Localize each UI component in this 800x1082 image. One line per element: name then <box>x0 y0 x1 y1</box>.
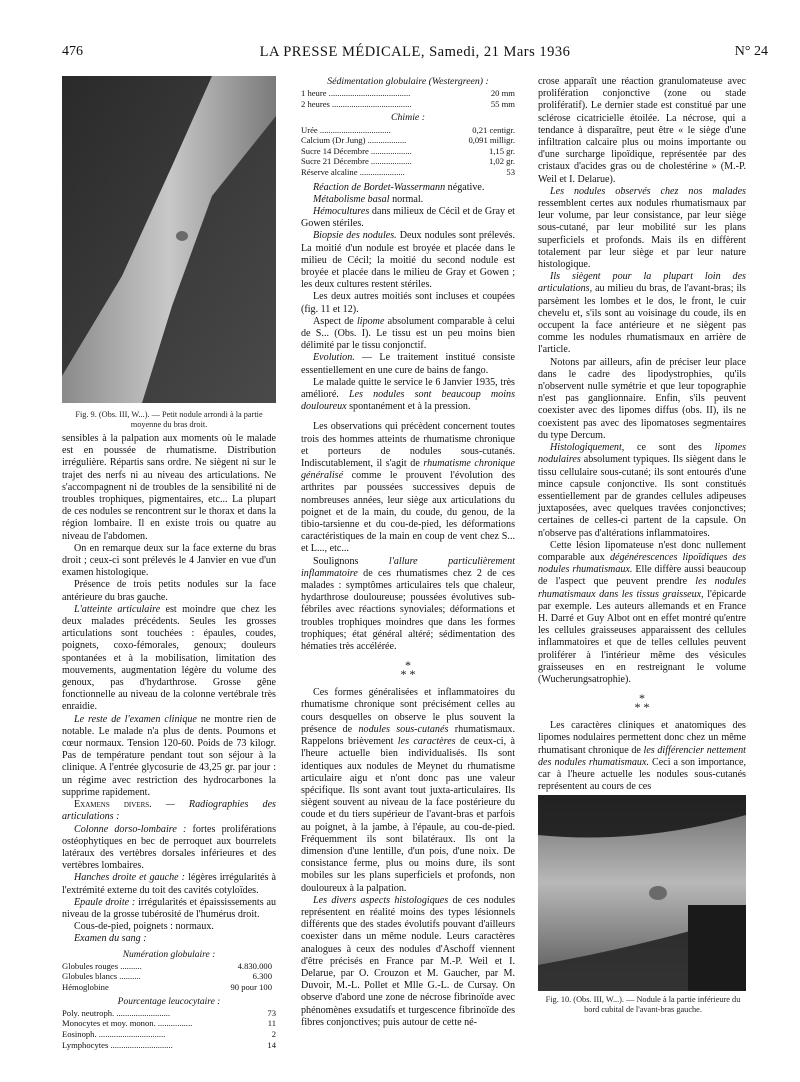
paragraph: Biopsie des nodules. Deux nodules sont prélevés. La moitié d'un nodule est broyée et placée dans le milieu de Cécil; la moitié du second nodule est broyée et placée dans le milieu de Gray et Gowen ; les deux cultures restent stériles. <box>301 230 515 291</box>
paragraph: Les divers aspects histologiques de ces nodules représentent en réalité moins des types lésionnels différents que des stades évolutifs pouvant d'ailleurs coexister dans un même nodule. Leurs caractères analogues à ceux des nodules d'Aschoff viennent d'être précisés en France par M.-P. Weil et I. Delarue, par O. Crouzon et M. Gaucher, par M. Duvoir, M.-L. Pollet et Mlle G.-L. de Cursay. On observe d'abord une zone de nécrose fibrinoïde avec phénomènes exsudatifs et turgescence fibrinoïde des fibres conjonctives; puis autour de cette né- <box>301 894 516 1028</box>
paragraph: Examens divers. — Radiographies des articulations : <box>62 799 276 823</box>
paragraph: Aspect de lipome absolument comparable à celui de S... (Obs. I). Le tissu est un peu moins bien délimité par le tissu conjonctif. <box>301 315 515 352</box>
page-header <box>62 44 768 68</box>
pourcentage-table <box>62 1008 276 1050</box>
nodule-mark <box>649 886 667 900</box>
numeration-table <box>62 961 272 993</box>
paragraph: L'atteinte articulaire est moindre que chez les deux malades précédents. Seules les grosses articulations sont touchées : épaules, coudes, poignets, coxo-fémorales, genoux; douleurs spontanées et à la mobilisation, limitation des mouvements, augmentation légère du volume des genoux, pas d'hydarthrose. Grosse gêne fonctionnelle au niveau de la colonne vertébrale très enraidie. <box>62 603 276 713</box>
paragraph: Epaule droite : irrégularités et épaississements au niveau de la grosse tubérosité de l'humérus droit. <box>62 896 276 920</box>
paragraph: Notons par ailleurs, afin de préciser leur place dans le cadre des lipodystrophies, qu'ils n'observent nulle symétrie et que leur topographie n'est pas ganglionnaire. Enfin, s'ils peuvent coexister avec des lipomes diffus (obs. II), ils ne coexistent pas avec des lipomatoses segmentaires du type Dercum. <box>538 356 746 441</box>
paragraph: Evolution. — Le traitement institué consiste essentiellement en une cure de bains de fango. <box>301 352 515 376</box>
table-row: Urée ................................. 0,21 centigr. <box>301 124 515 135</box>
paragraph: Les caractères cliniques et anatomiques des lipomes nodulaires permettent donc chez un même rhumatisant chronique de les différencier nettement des nodules rhumatismaux. Ceci a son importance, car à l'heure actuelle les nodules sous-cutanés représentent au cours de ces <box>538 720 746 793</box>
nodule-mark <box>176 231 188 241</box>
figure-10-photo <box>538 795 746 991</box>
table-row: 2 heures ..................................... 55 mm <box>301 98 515 109</box>
table-row: Sucre 21 Décembre ................... 1,02 gr. <box>301 156 515 167</box>
table-row: Calcium (Dr Jung) .................. 0,091 milligr. <box>301 135 515 146</box>
table-row: Monocytes et moy. monon. ................ 11 <box>62 1018 276 1029</box>
chimie-table <box>301 125 515 178</box>
paragraph: Le reste de l'examen clinique ne montre rien de notable. Le malade n'a plus de dents. Poumons et cœur normaux. Tension 120-60. Poids de 73 kilogr. Pas de température pendant tout son séjour à la clinique. A l'entrée glycosurie de 43,25 gr. par jour : un régime avec restriction des hydrocarbones la supprime rapidement. <box>62 713 277 798</box>
paragraph: crose apparaît une réaction granulomateuse avec prolifération conjonctive (zone ou stade prolifératif). Le dernier stade est constitué par une sclérose cicatricielle étoilée. La nécrose, qui a tendance à disparaître, peut être « le siège d'une infiltration calcaire plus ou moins importante ou d'une surcharge lipoïdique, représentée par des cristaux d'acides gras ou de cholestérine » (M.-P. Weil et I. Delarue). <box>538 76 746 185</box>
paragraph: Hanches droite et gauche : légères irrégularités à l'extrémité externe du toit des cavités cotyloïdes. <box>62 872 276 896</box>
numeration-title: Numération globulaire : <box>122 949 216 960</box>
paragraph: Réaction de Bordet-Wassermann négative. <box>313 181 485 193</box>
paragraph: Présence de trois petits nodules sur la face antérieure du bras gauche. <box>62 579 276 603</box>
table-row: Globules rouges .......... 4.830.000 <box>62 960 272 971</box>
paragraph: Colonne dorso-lombaire : fortes proliférations ostéophytiques en bec de perroquet aux bourrelets latéraux des vertèbres dorsales inférieures et des vertèbres lombaires. <box>62 823 277 872</box>
pourcentage-title: Pourcentage leucocytaire : <box>117 996 221 1007</box>
table-row: Sucre 14 Décembre ................... 1,15 gr. <box>301 145 515 156</box>
paragraph: Les observations qui précèdent concernent toutes trois des hommes atteints de rhumatisme chronique et porteurs de nodules sous-cutanés. Indiscutablement, il s'agit de rhumatisme chronique généralisé comme le prouvent l'évolution des arthrites par poussées successives depuis de nombreuses années, leur siège aux articulations du poignet et de la main, du coude, du genou, de la tibio-tarsienne et du cou-de-pied, les déformations caractéristiques de la main en coup de vent chez S... et L..., etc... <box>301 421 515 555</box>
paragraph: Les nodules observés chez nos malades ressemblent certes aux nodules rhumatismaux par leur volume, par leur consistance, par leur siège sous-cutané, par leur mobilité sur les plans superficiels et profonds. Mais ils en diffèrent totalement par leur siège et par leur nature histologique. <box>538 185 746 271</box>
table-row: Réserve alcaline ..................... 53 <box>301 166 515 177</box>
paragraph: Ils siègent pour la plupart loin des articulations, au milieu du bras, de l'avant-bras; ils parsèment les lombes et le dos, le front, le cuir chevelu et, s'ils sont au voisinage du coude, ils en occupent la face antérieure et ne siègent pas comme les nodules rhumatismaux en arrière de l'article. <box>538 271 746 356</box>
table-row: Poly. neutroph. ......................... 73 <box>62 1007 276 1018</box>
figure-10-caption: Fig. 10. (Obs. III, W...). — Nodule à la partie inférieure du bord cubital de l'avant-bras gauche. <box>545 995 741 1014</box>
figure-9-caption: Fig. 9. (Obs. III, W...). — Petit nodule arrondi à la partie moyenne du bras droit. <box>75 410 263 429</box>
paragraph: sensibles à la palpation aux moments où le malade est en poussée de rhumatisme. Distribution irrégulière. Répartis sans ordre. Ne siègent ni sur le trajet des nerfs ni au niveau des articulations. Ne s'accompagnent ni de troubles de la sensibilité ni de troubles trophiques, pigmentaires, etc... La plupart de ces nodules se rencontrent sur le thorax et dans la région lombaire. Il en existe trois ou quatre au niveau de l'abdomen. <box>62 433 276 542</box>
table-row: Lymphocytes ............................. 14 <box>62 1039 276 1050</box>
chimie-title: Chimie : <box>390 112 425 124</box>
sedimentation-table <box>301 88 515 109</box>
column-3 <box>538 76 746 793</box>
paragraph: Les deux autres moitiés sont incluses et coupées (fig. 11 et 12). <box>301 291 515 315</box>
table-row: 1 heure ...................................... 20 mm <box>301 88 515 99</box>
table-row: Hémoglobine 90 pour 100 <box>62 981 272 992</box>
table-row: Globules blancs .......... 6.300 <box>62 971 272 982</box>
paragraph: Métabolisme basal normal. <box>313 193 424 205</box>
paragraph: Soulignons l'allure particulièrement inflammatoire de ces rhumatismes chez 2 de ces malades : symptômes articulaires tels que chaleur, hydarthrose douloureuse; poussées évolutives sub-fébriles avec réactions synoviales; déformations et troubles trophiques moindres que dans les formes trophiques; état général altéré; sédimentation des hématies très accélérée. <box>301 555 515 653</box>
section-separator: * * * <box>400 658 416 682</box>
issue-number: N° 24 <box>734 44 768 59</box>
paragraph: On en remarque deux sur la face externe du bras droit ; ceux-ci sont prélevés le 4 Janvier en vue d'un examen histologique. <box>62 542 276 579</box>
paragraph: Le malade quitte le service le 6 Janvier 1935, très amélioré. Les nodules sont beaucoup moins douloureux spontanément et à la pression. <box>301 376 516 413</box>
column-1 <box>62 433 276 1050</box>
sedimentation-title: Sédimentation globulaire (Westergreen) : <box>327 76 489 87</box>
paragraph: Ces formes généralisées et inflammatoires du rhumatisme chronique sont précisément celles au cours desquelles on observe le plus souvent la présence de nodules sous-cutanés rhumatismaux. Rappelons brièvement les caractères de ceux-ci, à l'heure actuelle bien individualisés. Ils sont identiques aux nodules de Meynet du rhumatisme articulaire aigu et n'ont donc pas une valeur spécifique. Ils sont avant tout juxta-articulaires. Ils siègent souvent au niveau de la face postérieure du coude et du tiers supérieur de l'avant-bras et parfois au poignet, à la jambe, à l'épaule, au cou-de-pied. Fréquemment ils sont bilatéraux. Ils ont la dimension d'une lentille, d'un pois, d'une noix. De consistance ferme, plus ou moins dure, ils sont mobiles sur les plans superficiels et profonds, non douloureux à la palpation. <box>301 687 515 894</box>
page-number: 476 <box>62 44 83 59</box>
paragraph: Cette lésion lipomateuse n'est donc nullement comparable aux dégénérescences lipoïdiques des nodules rhumatismaux. Elle diffère aussi beaucoup de l'aspect que peuvent prendre les nodules rhumatismaux dans les tissus graisseux, l'épicarde par exemple. Les auteurs allemands et en France H. Darré et Guy Albot ont en effet montré qu'entre les cellules graisseuses apparaissent des cellules inflammatoires et que de telles cellules peuvent proliférer à l'intérieur même des vésicules graisseuses en en restreignant le volume (Wucherungsatrophie). <box>538 539 747 685</box>
journal-title: LA PRESSE MÉDICALE, Samedi, 21 Mars 1936 <box>259 44 571 60</box>
paragraph: Examen du sang : <box>74 933 147 945</box>
arm-photo-illustration <box>62 76 276 403</box>
section-separator: * * * <box>634 691 650 715</box>
figure-9-photo <box>62 76 276 403</box>
paragraph: Hémocultures dans milieux de Cécil et de Gray et Gowen stériles. <box>301 205 515 230</box>
table-row: Eosinoph. ............................... 2 <box>62 1028 276 1039</box>
paragraph: Histologiquement, ce sont des lipomes nodulaires absolument typiques. Ils siègent dans le tissu cellulaire sous-cutané; ils sont entourés d'une mince capsule conjonctive. Ils sont constitués essentiellement par de grandes cellules adipeuses juxtaposées, avec quelques travées conjonctives; certaines de celles-ci partent de la capsule. On n'observe pas d'altérations inflammatoires. <box>538 442 746 539</box>
forearm-photo-illustration <box>538 795 746 991</box>
column-2 <box>301 76 515 1029</box>
paragraph: Cous-de-pied, poignets : normaux. <box>74 921 214 933</box>
